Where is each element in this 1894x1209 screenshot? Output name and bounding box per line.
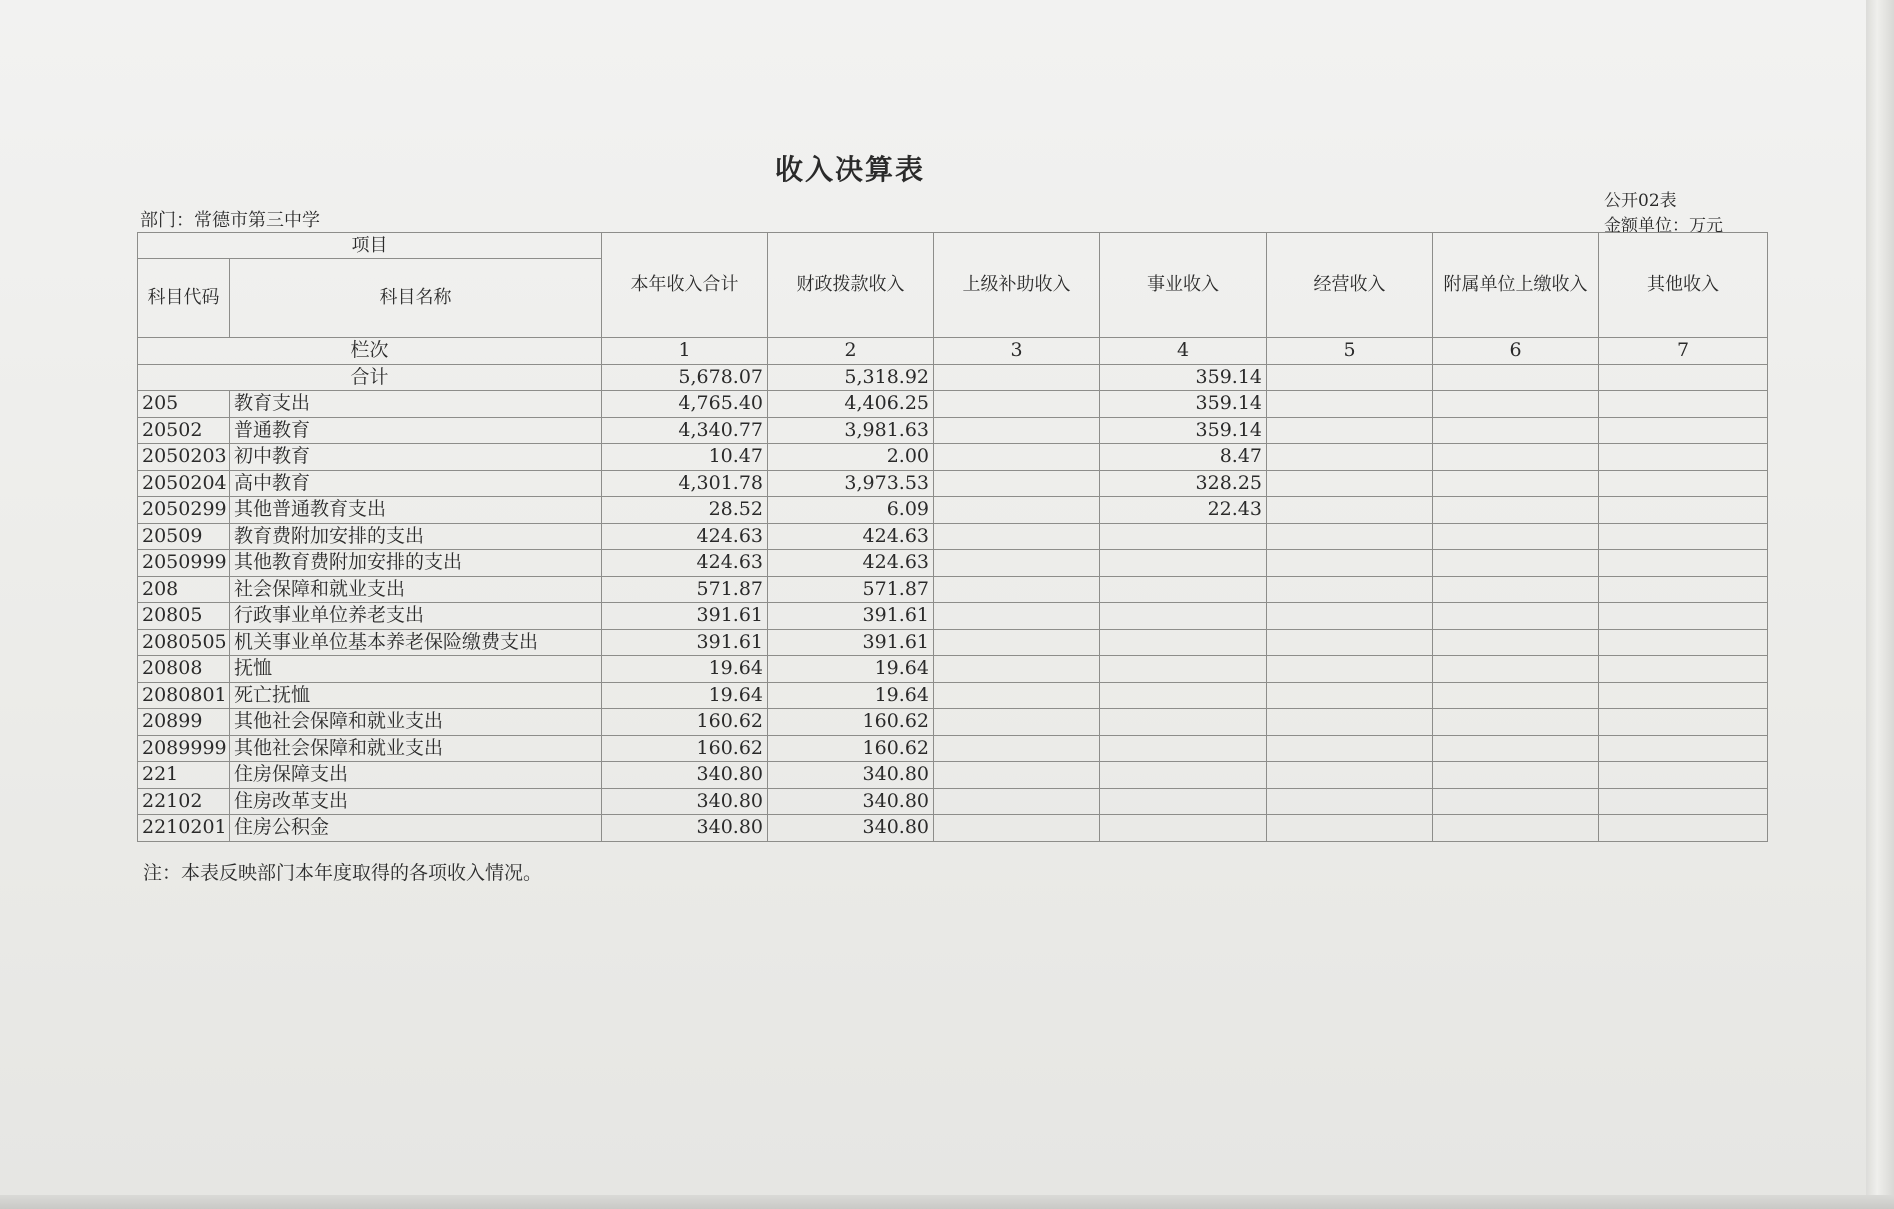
amount-cell: 359.14 — [1100, 391, 1267, 418]
amount-cell: 2.00 — [768, 444, 934, 471]
amount-cell — [1599, 550, 1768, 577]
amount-cell: 340.80 — [768, 788, 934, 815]
column-number-row — [138, 338, 1768, 365]
subject-name: 其他社会保障和就业支出 — [230, 735, 602, 762]
amount-cell: 340.80 — [602, 788, 768, 815]
amount-cell — [1100, 629, 1267, 656]
amount-cell: 28.52 — [602, 497, 768, 524]
subject-code: 205 — [138, 391, 230, 418]
amount-cell — [1267, 417, 1433, 444]
amount-cell: 19.64 — [768, 682, 934, 709]
amount-cell — [1599, 709, 1768, 736]
subject-name: 住房保障支出 — [230, 762, 602, 789]
table-row — [138, 709, 1768, 736]
amount-cell — [1599, 762, 1768, 789]
amount-cell — [1433, 788, 1599, 815]
amount-cell: 328.25 — [1100, 470, 1267, 497]
amount-cell — [934, 603, 1100, 630]
table-row — [138, 656, 1768, 683]
subject-name: 教育支出 — [230, 391, 602, 418]
subject-name: 其他社会保障和就业支出 — [230, 709, 602, 736]
subject-code: 2050999 — [138, 550, 230, 577]
subject-name: 住房改革支出 — [230, 788, 602, 815]
amount-cell — [1267, 656, 1433, 683]
amount-cell — [1100, 550, 1267, 577]
amount-cell — [1267, 788, 1433, 815]
amount-cell — [1100, 762, 1267, 789]
subject-code: 20502 — [138, 417, 230, 444]
amount-cell: 19.64 — [768, 656, 934, 683]
amount-cell: 424.63 — [768, 550, 934, 577]
paper-stack-edge — [1866, 0, 1894, 1209]
amount-cell: 424.63 — [602, 523, 768, 550]
header-subject-code: 科目代码 — [138, 259, 230, 338]
amount-cell — [1433, 682, 1599, 709]
table-row — [138, 497, 1768, 524]
amount-cell — [1100, 576, 1267, 603]
amount-cell — [1599, 391, 1768, 418]
subject-code: 2210201 — [138, 815, 230, 842]
amount-cell: 391.61 — [768, 629, 934, 656]
subject-name: 住房公积金 — [230, 815, 602, 842]
amount-cell — [934, 391, 1100, 418]
amount-cell — [1599, 788, 1768, 815]
amount-cell — [1100, 788, 1267, 815]
amount-cell — [934, 682, 1100, 709]
table-row — [138, 603, 1768, 630]
amount-cell: 8.47 — [1100, 444, 1267, 471]
table-row — [138, 629, 1768, 656]
amount-cell — [1433, 550, 1599, 577]
amount-cell — [1599, 629, 1768, 656]
total-row — [138, 364, 1768, 391]
amount-cell — [1433, 417, 1599, 444]
subject-name: 普通教育 — [230, 417, 602, 444]
amount-cell — [1100, 603, 1267, 630]
total-value — [934, 364, 1100, 391]
amount-cell — [1267, 497, 1433, 524]
table-row — [138, 762, 1768, 789]
amount-cell: 4,340.77 — [602, 417, 768, 444]
subject-name: 社会保障和就业支出 — [230, 576, 602, 603]
amount-cell — [1267, 550, 1433, 577]
paper-stack-bottom — [0, 1195, 1894, 1209]
subject-code: 2080801 — [138, 682, 230, 709]
amount-cell — [934, 815, 1100, 842]
amount-cell: 4,765.40 — [602, 391, 768, 418]
subject-name: 其他教育费附加安排的支出 — [230, 550, 602, 577]
amount-cell — [1599, 656, 1768, 683]
total-value — [1599, 364, 1768, 391]
amount-cell: 19.64 — [602, 682, 768, 709]
amount-cell — [1599, 470, 1768, 497]
amount-cell — [1433, 523, 1599, 550]
amount-cell: 3,973.53 — [768, 470, 934, 497]
column-number: 7 — [1599, 338, 1768, 365]
amount-cell — [934, 788, 1100, 815]
amount-cell — [1100, 523, 1267, 550]
table-row — [138, 470, 1768, 497]
amount-cell — [934, 470, 1100, 497]
amount-cell: 340.80 — [602, 762, 768, 789]
subject-code: 2050203 — [138, 444, 230, 471]
header-col: 本年收入合计 — [602, 233, 768, 338]
subject-name: 行政事业单位养老支出 — [230, 603, 602, 630]
amount-cell — [934, 735, 1100, 762]
amount-cell — [1599, 497, 1768, 524]
department-label: 部门：常德市第三中学 — [140, 210, 320, 231]
column-number: 5 — [1267, 338, 1433, 365]
amount-cell — [1267, 709, 1433, 736]
column-number: 2 — [768, 338, 934, 365]
header-col: 财政拨款收入 — [768, 233, 934, 338]
header-col: 事业收入 — [1100, 233, 1267, 338]
amount-cell: 391.61 — [768, 603, 934, 630]
amount-cell — [1433, 576, 1599, 603]
amount-cell — [1100, 656, 1267, 683]
amount-cell — [1599, 603, 1768, 630]
table-row — [138, 550, 1768, 577]
subject-code: 208 — [138, 576, 230, 603]
column-number: 4 — [1100, 338, 1267, 365]
amount-cell — [934, 444, 1100, 471]
amount-cell — [1267, 762, 1433, 789]
subject-code: 2080505 — [138, 629, 230, 656]
amount-cell — [1599, 444, 1768, 471]
table-row — [138, 576, 1768, 603]
page-title: 收入决算表 — [774, 153, 925, 186]
table-note: 注：本表反映部门本年度取得的各项收入情况。 — [143, 862, 543, 884]
subject-code: 2050299 — [138, 497, 230, 524]
total-value — [1267, 364, 1433, 391]
amount-cell: 340.80 — [768, 762, 934, 789]
table-row — [138, 815, 1768, 842]
table-row — [138, 417, 1768, 444]
amount-cell — [934, 576, 1100, 603]
table-row — [138, 523, 1768, 550]
amount-cell: 571.87 — [602, 576, 768, 603]
subject-code: 22102 — [138, 788, 230, 815]
subject-name: 抚恤 — [230, 656, 602, 683]
subject-name: 初中教育 — [230, 444, 602, 471]
amount-cell: 160.62 — [602, 709, 768, 736]
subject-name: 死亡抚恤 — [230, 682, 602, 709]
subject-code: 20808 — [138, 656, 230, 683]
amount-cell — [934, 417, 1100, 444]
amount-cell: 160.62 — [768, 709, 934, 736]
amount-cell — [1599, 682, 1768, 709]
amount-cell — [1433, 735, 1599, 762]
amount-cell — [1267, 815, 1433, 842]
amount-cell — [1433, 656, 1599, 683]
header-col: 上级补助收入 — [934, 233, 1100, 338]
amount-cell — [934, 762, 1100, 789]
amount-cell: 424.63 — [768, 523, 934, 550]
subject-name: 机关事业单位基本养老保险缴费支出 — [230, 629, 602, 656]
amount-cell — [1100, 735, 1267, 762]
table-row — [138, 735, 1768, 762]
amount-cell: 571.87 — [768, 576, 934, 603]
amount-cell — [1433, 391, 1599, 418]
amount-cell — [1267, 735, 1433, 762]
amount-cell — [1267, 682, 1433, 709]
form-number: 公开02表 — [1604, 191, 1677, 211]
amount-cell: 4,406.25 — [768, 391, 934, 418]
amount-cell: 340.80 — [602, 815, 768, 842]
amount-cell — [1267, 470, 1433, 497]
amount-cell — [1433, 603, 1599, 630]
column-number: 3 — [934, 338, 1100, 365]
table-row — [138, 391, 1768, 418]
table-row — [138, 444, 1768, 471]
amount-cell — [1267, 523, 1433, 550]
total-label: 合计 — [138, 364, 602, 391]
total-value: 5,318.92 — [768, 364, 934, 391]
amount-cell: 19.64 — [602, 656, 768, 683]
amount-cell — [1433, 709, 1599, 736]
subject-name: 教育费附加安排的支出 — [230, 523, 602, 550]
subject-name: 其他普通教育支出 — [230, 497, 602, 524]
total-value — [1433, 364, 1599, 391]
amount-cell — [934, 629, 1100, 656]
total-value: 5,678.07 — [602, 364, 768, 391]
subject-code: 20899 — [138, 709, 230, 736]
amount-unit: 金额单位：万元 — [1604, 216, 1723, 236]
total-value: 359.14 — [1100, 364, 1267, 391]
amount-cell — [1599, 735, 1768, 762]
amount-cell — [1100, 709, 1267, 736]
subject-name: 高中教育 — [230, 470, 602, 497]
amount-cell: 3,981.63 — [768, 417, 934, 444]
amount-cell — [1433, 762, 1599, 789]
subject-code: 2050204 — [138, 470, 230, 497]
header-col: 经营收入 — [1267, 233, 1433, 338]
amount-cell — [934, 523, 1100, 550]
subject-code: 20509 — [138, 523, 230, 550]
amount-cell: 359.14 — [1100, 417, 1267, 444]
column-number: 1 — [602, 338, 768, 365]
column-number: 6 — [1433, 338, 1599, 365]
amount-cell — [1267, 576, 1433, 603]
amount-cell — [1599, 523, 1768, 550]
subject-code: 2089999 — [138, 735, 230, 762]
amount-cell — [934, 497, 1100, 524]
income-table — [137, 232, 1768, 842]
amount-cell — [1267, 444, 1433, 471]
amount-cell: 340.80 — [768, 815, 934, 842]
amount-cell — [934, 656, 1100, 683]
header-subject-name: 科目名称 — [230, 259, 602, 338]
header-col: 附属单位上缴收入 — [1433, 233, 1599, 338]
table-row — [138, 682, 1768, 709]
amount-cell — [1599, 576, 1768, 603]
amount-cell — [1433, 815, 1599, 842]
amount-cell: 391.61 — [602, 629, 768, 656]
amount-cell: 424.63 — [602, 550, 768, 577]
amount-cell: 22.43 — [1100, 497, 1267, 524]
amount-cell — [934, 709, 1100, 736]
amount-cell — [1267, 391, 1433, 418]
table-row — [138, 788, 1768, 815]
amount-cell — [1599, 417, 1768, 444]
amount-cell — [1267, 629, 1433, 656]
amount-cell — [1433, 497, 1599, 524]
amount-cell — [1433, 629, 1599, 656]
header-project: 项目 — [138, 233, 602, 259]
amount-cell: 160.62 — [602, 735, 768, 762]
amount-cell — [1100, 682, 1267, 709]
amount-cell — [1433, 444, 1599, 471]
amount-cell — [1599, 815, 1768, 842]
subject-code: 221 — [138, 762, 230, 789]
column-index-label: 栏次 — [138, 338, 602, 365]
amount-cell: 160.62 — [768, 735, 934, 762]
amount-cell: 4,301.78 — [602, 470, 768, 497]
amount-cell — [934, 550, 1100, 577]
amount-cell — [1100, 815, 1267, 842]
amount-cell: 10.47 — [602, 444, 768, 471]
amount-cell — [1433, 470, 1599, 497]
subject-code: 20805 — [138, 603, 230, 630]
amount-cell: 6.09 — [768, 497, 934, 524]
amount-cell: 391.61 — [602, 603, 768, 630]
amount-cell — [1267, 603, 1433, 630]
header-col: 其他收入 — [1599, 233, 1768, 338]
